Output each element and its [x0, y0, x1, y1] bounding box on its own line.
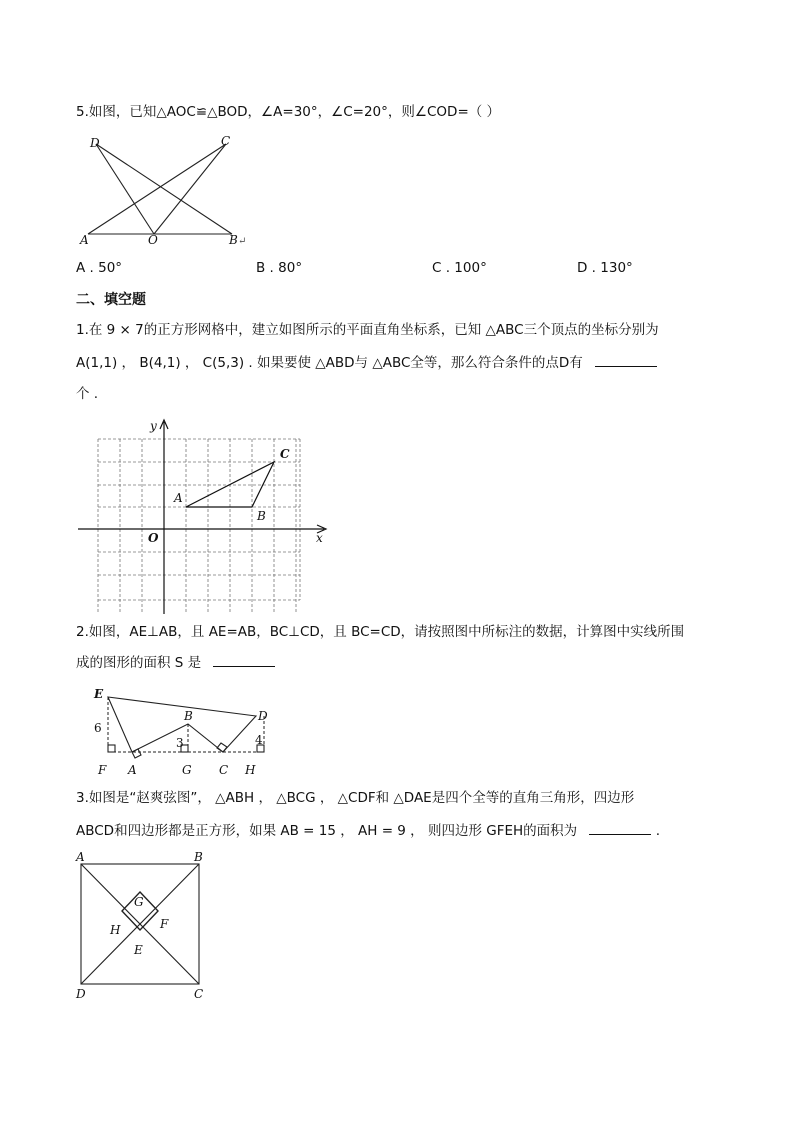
grid-lines [98, 439, 300, 614]
label-B: B [184, 709, 193, 723]
option-a: A . 50° [76, 260, 123, 276]
label-A: A [80, 233, 89, 247]
label-D: D [90, 136, 100, 150]
label-O: O [148, 233, 158, 247]
label-x: x [316, 531, 323, 545]
option-d: D . 130° [577, 260, 633, 276]
right-angle-F [108, 745, 115, 752]
f2-figure [88, 682, 288, 782]
label-A: A [128, 763, 137, 777]
label-6: 6 [94, 721, 102, 735]
f1-grid-figure [76, 414, 336, 614]
answer-blank-1[interactable] [595, 352, 657, 367]
return-mark: ↵ [238, 236, 247, 247]
label-O: O [148, 531, 159, 545]
label-3: 3 [176, 736, 184, 750]
right-angle-A [132, 749, 141, 758]
f2-line2-text: 成的图形的面积 S 是 [76, 655, 202, 671]
answer-blank-2[interactable] [213, 652, 275, 667]
label-D: D [76, 987, 86, 1001]
q5-stem: 5.如图，已知△AOC≌△BOD，∠A=30°，∠C=20°，则∠COD=（ ） [76, 104, 501, 120]
label-C: C [280, 447, 290, 461]
answer-blank-3[interactable] [589, 820, 651, 835]
f3-figure [72, 850, 222, 1005]
segment-AC [88, 144, 226, 234]
label-H: H [245, 763, 256, 777]
f2-line1: 2.如图，AE⊥AB，且 AE=AB，BC⊥CD，且 BC=CD，请按照图中所标注的数据，计算图中实线所围 [76, 624, 685, 640]
label-C: C [194, 987, 204, 1001]
label-A: A [76, 850, 85, 864]
f1-line2-text: A(1,1) ， B(4,1) ， C(5,3) . 如果要使 △ABD与 △ABC全等，那么符合条件的点D有 [76, 355, 583, 371]
f1-line1: 1.在 9 × 7的正方形网格中，建立如图所示的平面直角坐标系，已知 △ABC三个顶点的坐标分别为 [76, 322, 659, 338]
label-C: C [221, 134, 231, 148]
label-E: E [134, 943, 143, 957]
section-title: 二、填空题 [76, 292, 146, 308]
option-b: B . 80° [256, 260, 303, 276]
segment-DO [96, 144, 154, 234]
segment-DB [96, 144, 232, 234]
f3-line2-end: . [655, 823, 661, 839]
f1-line2 [76, 352, 657, 373]
label-D: D [258, 709, 268, 723]
f2-line2 [76, 652, 275, 673]
label-C: C [219, 763, 229, 777]
q5-figure [76, 130, 266, 250]
label-G: G [134, 895, 144, 909]
option-c: C . 100° [432, 260, 487, 276]
label-E: E [94, 687, 104, 701]
label-y: y [150, 419, 157, 433]
label-B: B [257, 509, 266, 523]
label-4: 4 [255, 733, 263, 747]
label-A: A [174, 491, 183, 505]
f3-line1: 3.如图是“赵爽弦图”， △ABH ， △BCG ， △CDF和 △DAE是四个全等的直角三角形，四边形 [76, 790, 635, 806]
label-F: F [98, 763, 107, 777]
f1-line3: 个 . [76, 386, 99, 402]
label-H: H [110, 923, 121, 937]
label-B: B [194, 850, 203, 864]
label-B: B [229, 233, 238, 247]
f3-line2-text: ABCD和四边形都是正方形，如果 AB = 15 ， AH = 9 ， 则四边形 GFEH的面积为 [76, 823, 578, 839]
label-G: G [182, 763, 192, 777]
label-F: F [160, 917, 169, 931]
f3-line2 [76, 820, 660, 841]
